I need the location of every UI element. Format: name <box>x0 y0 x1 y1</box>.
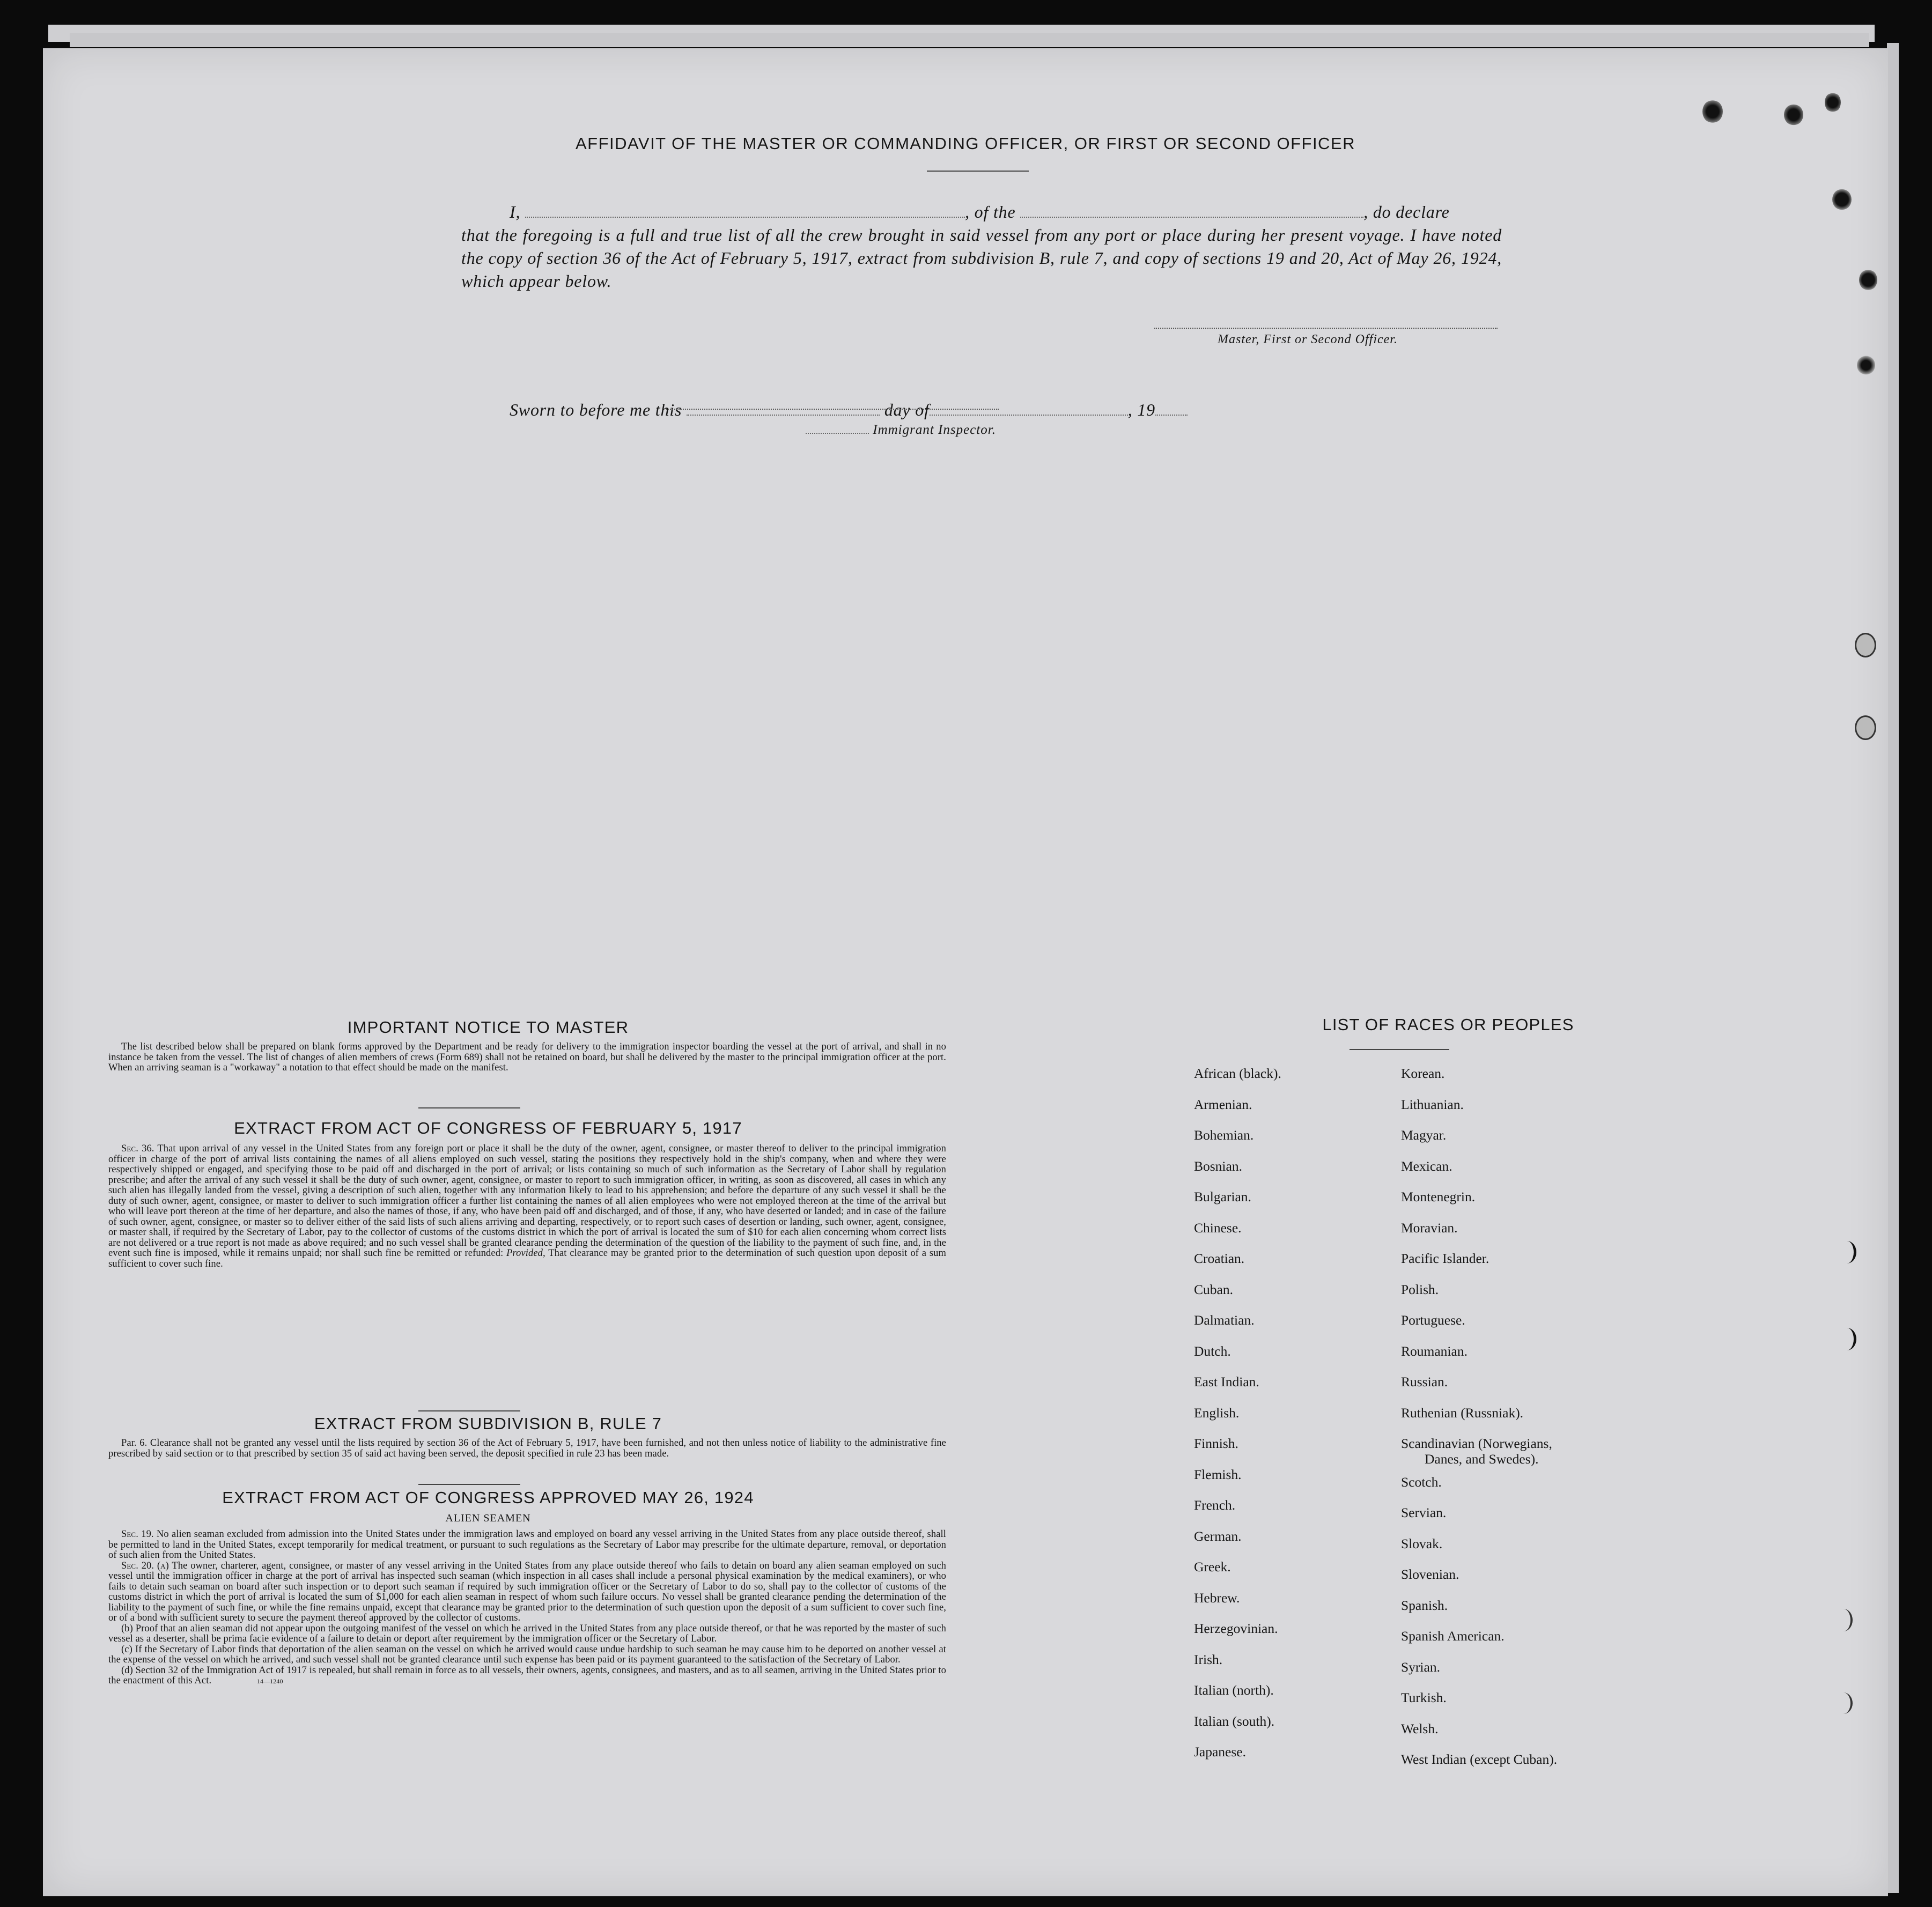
list-item: Pacific Islander. <box>1401 1251 1489 1266</box>
sec-20d-text: (d) Section 32 of the Immigration Act of 1917 is repealed, but shall remain in force as to all vessels, their owners, agents, consignees, and masters, and as to all seamen, arriving in the United States prior to the enactment of this Act. <box>108 1665 946 1686</box>
extract-rule7-text <box>108 1438 946 1459</box>
divider <box>1350 1049 1449 1050</box>
inspector-blank[interactable] <box>806 425 869 434</box>
extract-1917-title: EXTRACT FROM ACT OF CONGRESS OF FEBRUARY 5, 1917 <box>234 1119 742 1137</box>
races-left-column <box>1194 1058 1281 1768</box>
list-item: Portuguese. <box>1401 1312 1465 1328</box>
sheet-edge <box>70 33 1869 47</box>
inspector-signature-line[interactable] <box>666 409 999 410</box>
list-item: Flemish. <box>1194 1466 1242 1482</box>
affidavit-body <box>461 201 1502 293</box>
punch-hole-icon <box>1702 100 1723 123</box>
document-page <box>43 48 1888 1896</box>
list-item: Hebrew. <box>1194 1590 1240 1606</box>
punch-hole-icon <box>1834 1609 1853 1631</box>
punch-hole-icon <box>1834 1692 1853 1714</box>
vessel-blank[interactable] <box>1020 203 1363 218</box>
affidavit-title: AFFIDAVIT OF THE MASTER OR COMMANDING OFFICER, OR FIRST OR SECOND OFFICER <box>575 134 1356 153</box>
list-item: Dutch. <box>1194 1343 1231 1359</box>
races-right-column <box>1401 1058 1557 1775</box>
list-item: German. <box>1194 1528 1242 1544</box>
sworn-year: , 19 <box>1127 400 1155 419</box>
list-item: Slovak. <box>1401 1535 1443 1551</box>
proviso-text: That clearance may be granted prior to the determination of such question upon deposit of a sum sufficient to cover such fine. <box>108 1248 946 1269</box>
list-item: Croatian. <box>1194 1251 1245 1266</box>
inspector-label <box>806 423 996 438</box>
affidavit-text: that the foregoing is a full and true list of all the crew brought in said vessel from any port or place during her present voyage. I have noted the copy of section 36 of the Act of February 5, 1917, extract from subdivision B, rule 7, and copy of sections 19 and 20, Act of May 26, 1924, which appear below. <box>461 225 1502 291</box>
extract-1917-text <box>108 1144 946 1269</box>
sworn-month-blank[interactable] <box>930 401 1128 416</box>
list-item: Chinese. <box>1194 1219 1242 1236</box>
list-item: Irish. <box>1194 1651 1223 1667</box>
punch-hole-icon <box>1832 189 1852 210</box>
list-item: Lithuanian. <box>1401 1096 1464 1112</box>
sworn-day-of: day of <box>884 400 930 419</box>
list-item: Syrian. <box>1401 1659 1440 1675</box>
list-item: Armenian. <box>1194 1096 1252 1112</box>
list-item: Dalmatian. <box>1194 1312 1255 1328</box>
punch-hole-icon <box>1859 269 1877 291</box>
list-item: Finnish. <box>1194 1436 1238 1451</box>
list-item: Korean. <box>1401 1066 1445 1081</box>
notice-text <box>108 1042 946 1074</box>
list-item: Russian. <box>1401 1374 1448 1389</box>
sworn-line <box>510 400 1188 420</box>
list-item: Italian (north). <box>1194 1682 1274 1698</box>
list-item: Magyar. <box>1401 1127 1447 1143</box>
list-item: Polish. <box>1401 1281 1439 1297</box>
list-item: Roumanian. <box>1401 1343 1468 1359</box>
list-item: West Indian (except Cuban). <box>1401 1751 1558 1767</box>
alien-seamen-subtitle: ALIEN SEAMEN <box>445 1512 531 1524</box>
notice-title: IMPORTANT NOTICE TO MASTER <box>347 1018 629 1037</box>
list-item: Herzegovinian. <box>1194 1621 1278 1636</box>
list-item: East Indian. <box>1194 1374 1259 1389</box>
divider <box>418 1107 520 1108</box>
list-item: Bohemian. <box>1194 1127 1254 1143</box>
sec-19-label: Sec. 19. <box>121 1529 154 1540</box>
list-item: English. <box>1194 1405 1240 1421</box>
races-title: LIST OF RACES OR PEOPLES <box>1322 1015 1574 1034</box>
affidavit-declare: , do declare <box>1363 202 1450 221</box>
sworn-year-blank[interactable] <box>1155 401 1188 416</box>
sworn-day-blank[interactable] <box>687 401 880 416</box>
punch-hole-icon <box>1825 92 1841 113</box>
list-item-continued: Danes, and Swedes). <box>1425 1451 1539 1467</box>
divider <box>418 1484 520 1485</box>
punch-hole-icon <box>1838 1241 1856 1263</box>
name-blank[interactable] <box>525 203 965 218</box>
list-item: Bosnian. <box>1194 1158 1242 1174</box>
punch-hole-icon <box>1855 715 1876 740</box>
sec-20-label: Sec. 20. (a) <box>121 1560 169 1571</box>
punch-hole-icon <box>1855 633 1876 657</box>
sec-36-label: Sec. 36. <box>121 1143 154 1154</box>
extract-1924-title: EXTRACT FROM ACT OF CONGRESS APPROVED MAY 26, 1924 <box>222 1488 754 1507</box>
list-item: African (black). <box>1194 1066 1281 1081</box>
divider <box>418 1410 520 1411</box>
affidavit-of-the: , of the <box>965 202 1016 221</box>
proviso-label: Provided, <box>506 1248 545 1259</box>
punch-hole-icon <box>1857 355 1875 375</box>
list-item: Turkish. <box>1401 1690 1447 1705</box>
inspector-text: Immigrant Inspector. <box>873 423 996 437</box>
signature-label: Master, First or Second Officer. <box>1218 332 1398 346</box>
list-item: Moravian. <box>1401 1219 1458 1236</box>
divider <box>927 171 1029 172</box>
list-item: Ruthenian (Russniak). <box>1401 1405 1524 1421</box>
punch-hole-icon <box>1838 1328 1856 1350</box>
sec-20b-text: (b) Proof that an alien seaman did not appear upon the outgoing manifest of the vessel on which he arrived in the United States from any place outside thereof, or that he was reported by the master of such vessel as a deserter, shall be prima facie evidence of a failure to detain or deport after requirement by the immigration officer or the Secretary of Labor. <box>108 1623 946 1644</box>
signature-line[interactable] <box>1154 328 1498 329</box>
list-item-text: Scandinavian (Norwegians, <box>1401 1436 1552 1451</box>
sec-36-text: That upon arrival of any vessel in the United States from any foreign port or place it shall be the duty of the owner, agent, consignee, or master thereof to deliver to the principal immigration officer in charge of the port of arrival lists containing the names of all aliens employed on such vessel, stating the positions they respectively hold in the ship's company, when and where they were respectively shipped or engaged, and specifying those to be paid off and discharged in the port of arrival; or lists containing so much of such information as the Secretary of Labor shall by regulation prescribe; and after the arrival of any such vessel it shall be the duty of such owner, agent, consignee, or master to report to such immigration officer, in writing, as soon as discovered, all cases in which any such alien has illegally landed from the vessel, giving a description of such alien, together with any information likely to lead to his apprehension; and before the departure of any such vessel it shall be the duty of such owner, agent, consignee, or master to deliver to such immigration officer a further list containing the names of all alien employees who were not employed thereon at the time of the arrival but who will leave port thereon at the time of her departure, and also the names of those, if any, who have been paid off and discharged, and of those, if any, who have deserted or landed; and in case of the failure of such owner, agent, consignee, or master so to deliver either of the said lists of such aliens arriving and departing, respectively, or to report such cases of desertion or landing, such owner, agent, consignee, or master shall, if required by the Secretary of Labor, pay to the collector of customs of the customs district in which the port of arrival is located the sum of $10 for each alien concerning whom correct lists are not delivered or a true report is not made as above required; and no such vessel shall be granted clearance pending the determination of the question of the liability to the payment of such fine, and, in the event such fine is imposed, while it remains unpaid; nor shall such fine be remitted or refunded: <box>108 1143 947 1259</box>
list-item: Japanese. <box>1194 1744 1246 1760</box>
extract-rule7-title: EXTRACT FROM SUBDIVISION B, RULE 7 <box>314 1414 662 1433</box>
notice-paragraph: The list described below shall be prepared on blank forms approved by the Department and be ready for delivery to the immigration inspector boarding the vessel at the port of arrival, and shall in no instance be taken from the vessel. The list of changes of alien members of crews (Form 689) shall not be retained on board, but shall be delivered by the master to the principal immigration officer at the port. When an arriving seaman is a "workaway" a notation to that effect should be made on the manifest. <box>108 1041 946 1073</box>
form-number: 14—1240 <box>256 1677 283 1685</box>
list-item: Welsh. <box>1401 1720 1439 1736</box>
list-item: Servian. <box>1401 1505 1447 1520</box>
list-item: Montenegrin. <box>1401 1189 1476 1204</box>
list-item: Greek. <box>1194 1559 1231 1575</box>
sworn-prefix: Sworn to before me this <box>510 400 682 419</box>
list-item: Scotch. <box>1401 1474 1442 1490</box>
sec-19-text: No alien seaman excluded from admission into the United States under the immigration laws and employed on board any vessel arriving in the United States from any place outside thereof, shall be permitted to land in the United States, except temporarily for medical treatment, or pursuant to such regulations as the Secretary of Labor may prescribe for the ultimate departure, removal, or deportation of such alien from the United States. <box>108 1529 947 1561</box>
punch-hole-icon <box>1784 104 1803 125</box>
list-item <box>1401 1428 1557 1467</box>
list-item: Spanish American. <box>1401 1628 1505 1644</box>
sec-20a-text: The owner, charterer, agent, consignee, or master of any vessel arriving in the United States from any place outside thereof who fails to detain on board any alien seaman employed on such vessel until the immigration officer in charge at the port of arrival has inspected such seaman (which inspection in all cases shall include a personal physical examination by the medical examiners), or who fails to detain such seaman on board after such inspection or to deport such seaman if required by such immigration officer or the Secretary of Labor to do so, shall pay to the collector of customs of the customs district in which the port of arrival is located the sum of $1,000 for each alien seaman in respect of whom such failure occurs. No vessel shall be granted clearance pending the determination of the liability to the payment of such fine, or while the fine remains unpaid, except that clearance may be granted prior to the determination of such question upon the deposit of a sum sufficient to cover such fine, or of a bond with sufficient surety to secure the payment thereof approved by the collector of customs. <box>108 1560 946 1623</box>
list-item: Italian (south). <box>1194 1713 1275 1729</box>
affidavit-i: I, <box>510 202 521 221</box>
list-item: Cuban. <box>1194 1281 1233 1297</box>
list-item: Bulgarian. <box>1194 1189 1251 1204</box>
sheet-edge <box>1887 43 1899 1893</box>
rule7-paragraph: Par. 6. Clearance shall not be granted any vessel until the lists required by section 36 of the Act of February 5, 1917, have been furnished, and not then unless notice of liability to the administrative fine prescribed by said section or to that prescribed by section 35 of said act having been served, the deposit specified in rule 23 has been made. <box>108 1438 946 1459</box>
list-item: French. <box>1194 1497 1236 1513</box>
list-item: Mexican. <box>1401 1158 1452 1174</box>
extract-1924-text <box>108 1529 946 1687</box>
sec-20c-text: (c) If the Secretary of Labor finds that deportation of the alien seaman on the vessel on which he arrived would cause undue hardship to such seaman he may cause him to be deported on another vessel at the expense of the vessel on which he arrived, and such vessel shall not be granted clearance until such expense has been paid or its payment guaranteed to the satisfaction of the Secretary of Labor. <box>108 1644 946 1665</box>
list-item: Spanish. <box>1401 1597 1448 1613</box>
list-item: Slovenian. <box>1401 1566 1459 1582</box>
